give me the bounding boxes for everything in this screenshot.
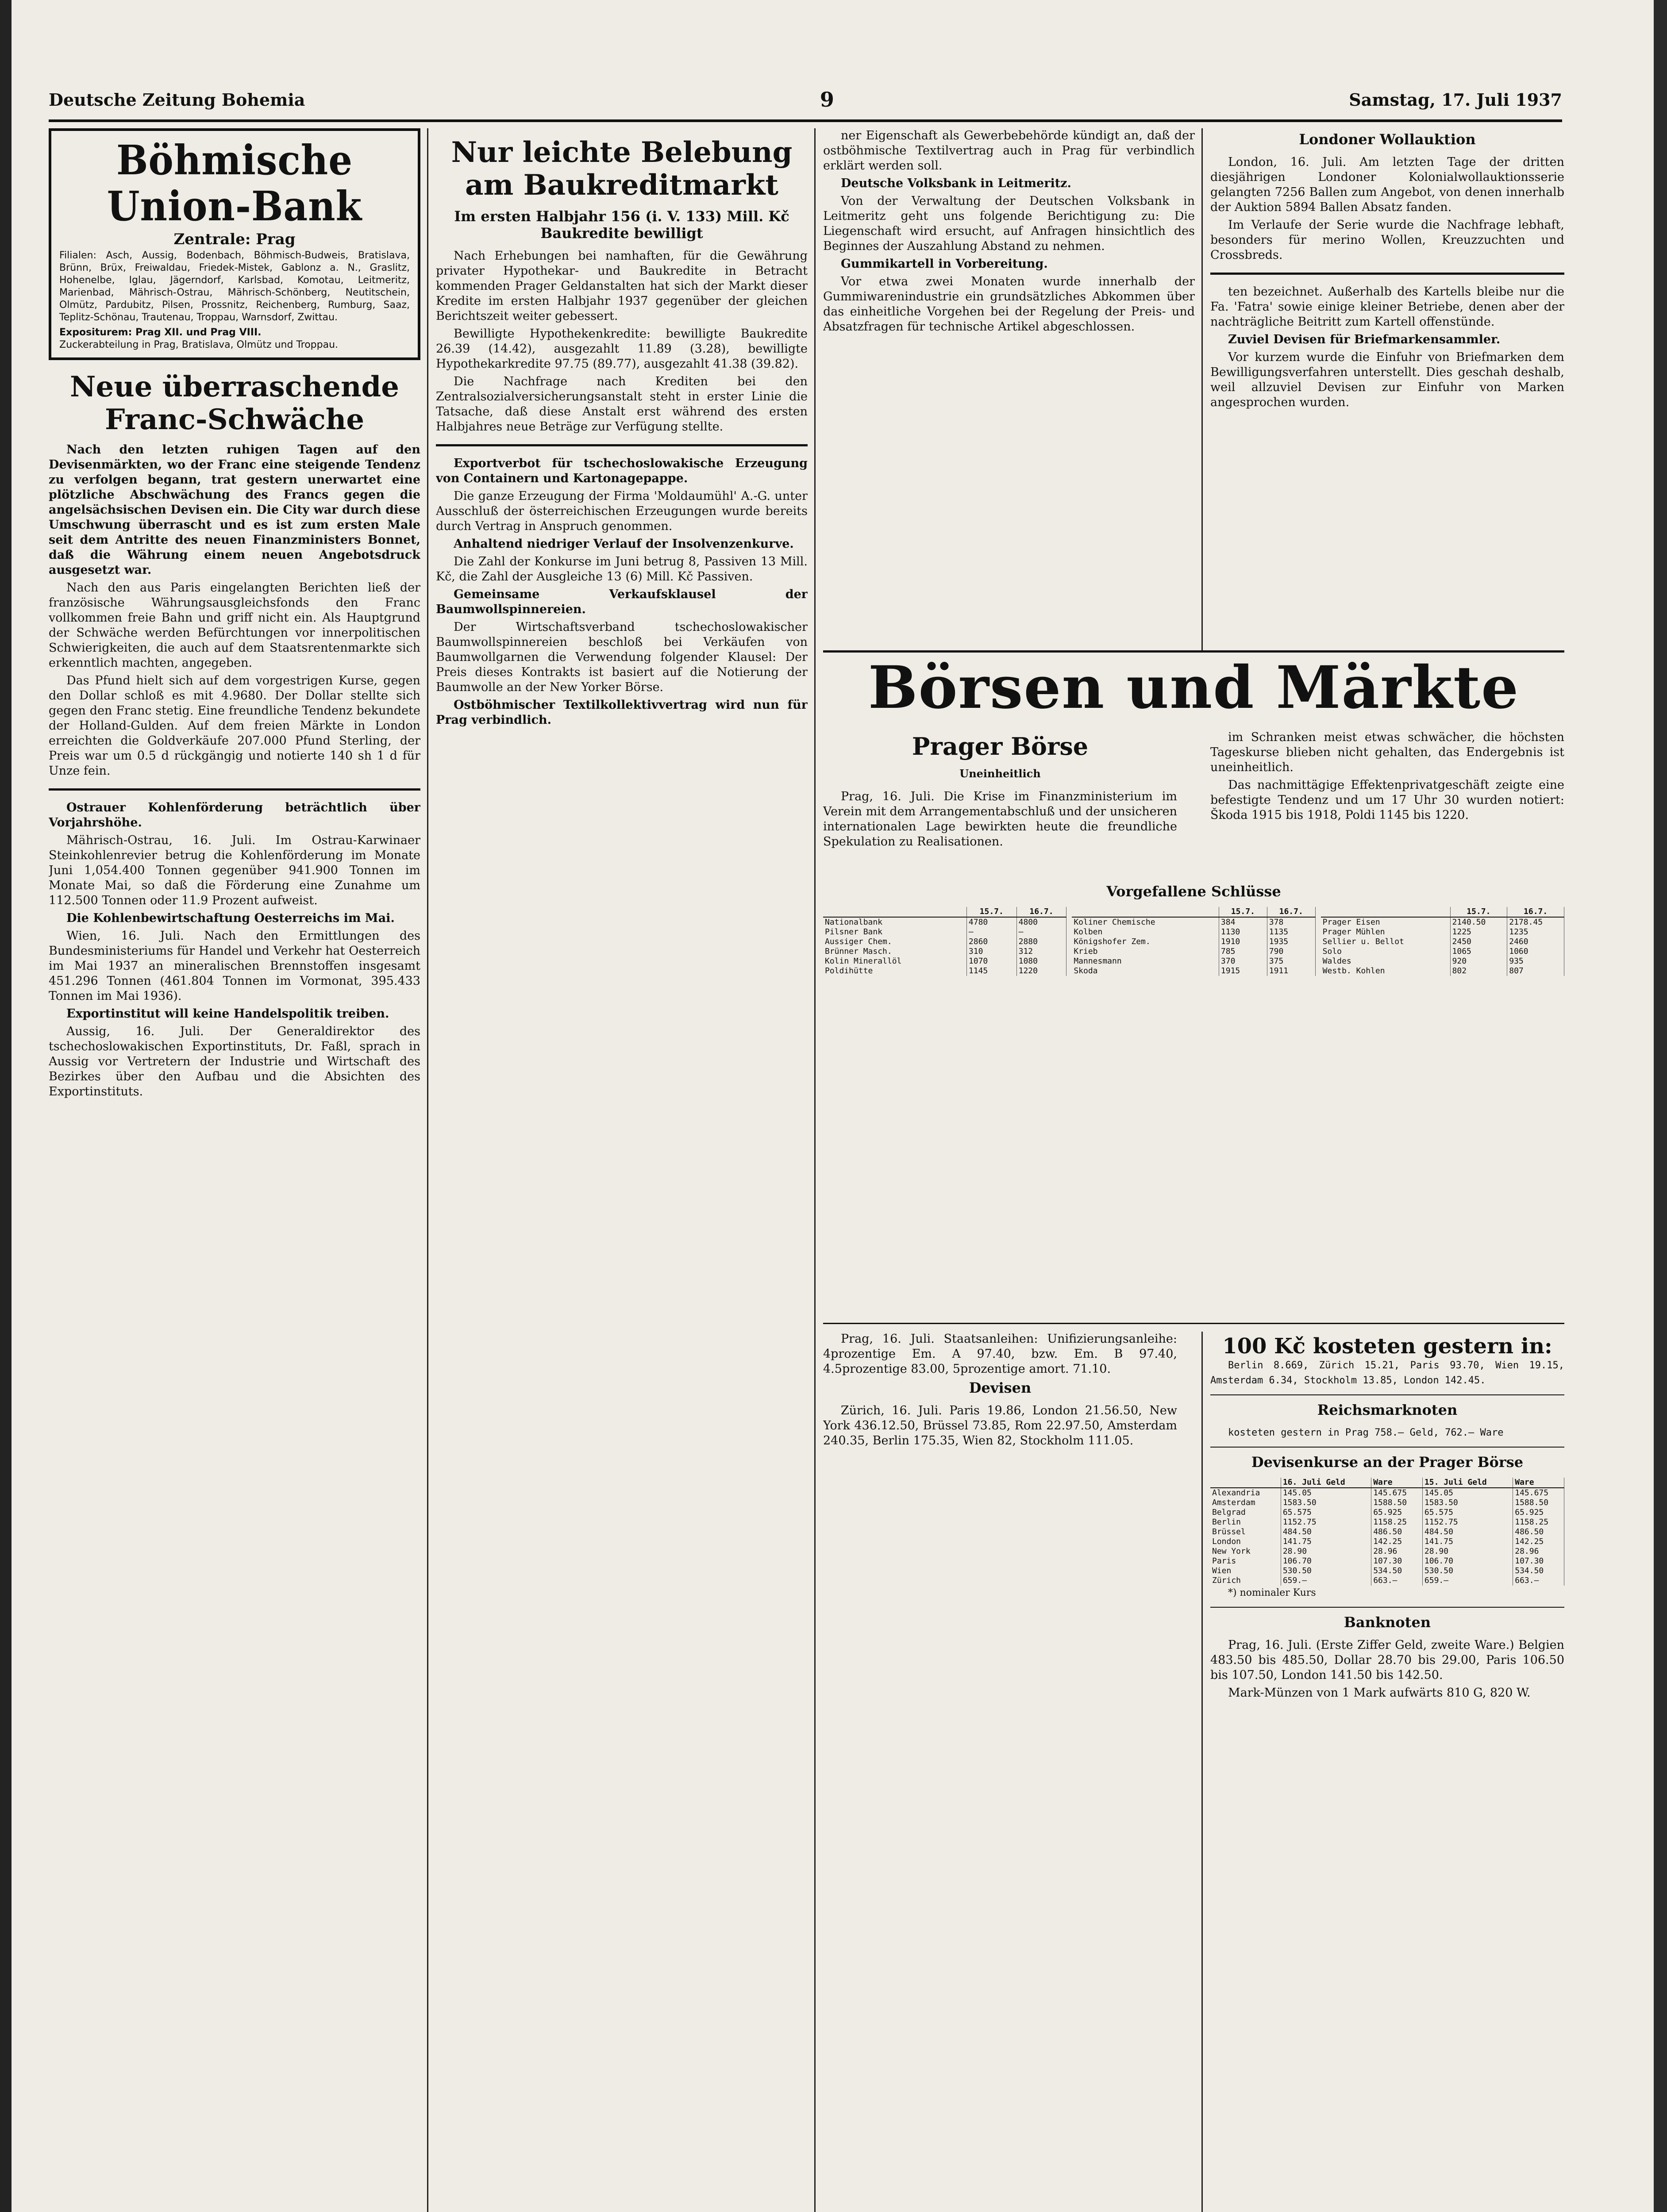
cell: 1583.50 [1281, 1498, 1371, 1508]
cell: 1225 [1450, 927, 1507, 937]
table-row [823, 937, 1066, 947]
cell: 1135 [1267, 927, 1315, 937]
boerse-title: Börsen und Märkte [868, 653, 1520, 722]
cell: 486.50 [1513, 1527, 1564, 1537]
cell: 1583.50 [1422, 1498, 1513, 1508]
ad-exposituren: Expositurem: Prag XII. und Prag VIII. [59, 327, 262, 338]
cell: 370 [1219, 956, 1267, 966]
cell: 1588.50 [1371, 1498, 1423, 1508]
table-row [1072, 927, 1315, 937]
boerse-rule [823, 650, 1564, 653]
table-row [823, 917, 1066, 927]
section-title: Devisen [969, 1379, 1032, 1396]
table-header [823, 907, 966, 917]
cell: Brüssel [1210, 1527, 1281, 1537]
cell: 65.575 [1422, 1508, 1513, 1517]
scan-edge-right [1654, 0, 1667, 2212]
cell: 2178.45 [1507, 917, 1564, 927]
article-paragraph: Im Verlaufe der Serie wurde die Nachfrage lebhaft, besonders für merino Wollen, Kreuzzuchten und Crossbreds. [1210, 218, 1564, 262]
prager-subtitle: Uneinheitlich [959, 767, 1041, 780]
cell: 1158.25 [1513, 1517, 1564, 1527]
article-paragraph: ten bezeichnet. Außerhalb des Kartells bleibe nur die Fa. 'Fatra' sowie einige kleiner Betriebe, denen aber der nachträgliche Beitritt zum Kartell offenstünde. [1210, 285, 1564, 329]
vorgefallene-schluesse [823, 880, 1564, 976]
table-header: Ware [1371, 1478, 1423, 1488]
cell: Westb. Kohlen [1321, 966, 1450, 976]
cell: Paris [1210, 1556, 1281, 1566]
article-paragraph: Wien, 16. Juli. Nach den Ermittlungen des Bundesministeriums für Handel und Verkehr hat Oesterreich im Mai 1937 an mineralischen Brennstoffen insgesamt 451.296 Tonnen (461.804 Tonnen im Vormonat, 395.433 Tonnen im Mai 1936). [49, 929, 420, 1003]
table-row [1321, 966, 1564, 976]
cell: 2140.50 [1450, 917, 1507, 927]
cell: Alexandria [1210, 1488, 1281, 1498]
table-note: *) nominaler Kurs [1228, 1587, 1316, 1598]
table-row [1321, 927, 1564, 937]
cell: — [1016, 927, 1066, 937]
cell: 65.925 [1371, 1508, 1423, 1517]
cell: 1220 [1016, 966, 1066, 976]
section-title: Gemeinsame Verkaufsklausel der Baumwollspinnereien. [436, 588, 808, 616]
table-row [1210, 1547, 1564, 1556]
cell: Koliner Chemische [1072, 917, 1219, 927]
table-row [1072, 917, 1315, 927]
table-row [1210, 1517, 1564, 1527]
ad-kassen: Zuckerabteilung in Prag, Bratislava, Olmütz und Troppau. [59, 339, 339, 350]
cell: 1235 [1507, 927, 1564, 937]
newspaper-name: Deutsche Zeitung Bohemia [49, 89, 305, 110]
cell: Königshofer Zem. [1072, 937, 1219, 947]
cell: 145.675 [1513, 1488, 1564, 1498]
table-header: 16. Juli Geld [1281, 1478, 1371, 1488]
table-row [1210, 1537, 1564, 1547]
scan-edge-left [0, 0, 12, 2212]
cell: Wien [1210, 1566, 1281, 1576]
column-1 [49, 128, 420, 2212]
table-header: Ware [1513, 1478, 1564, 1488]
cell: New York [1210, 1547, 1281, 1556]
cell: 663.— [1371, 1576, 1423, 1586]
article-paragraph: Nach Erhebungen bei namhaften, für die Gewährung privater Hypothekar- und Baukredite in Betracht kommenden Prager Geldanstalten hat sich der Markt dieser Kredite im ersten Halbjahr 1937 gegenüber der gleichen Berichtszeit weiter gebessert. [436, 249, 808, 323]
cell: 486.50 [1371, 1527, 1423, 1537]
column-rule [1201, 1332, 1203, 2212]
cell: 107.30 [1513, 1556, 1564, 1566]
schluesse-table [823, 907, 1564, 976]
article-paragraph: Die Nachfrage nach Krediten bei den Zentralsozialversicherungsanstalt steht in erster Linie die Tatsache, daß diese Anstalt erst während des ersten Halbjahres neue Beträge zur Verfügung stellte. [436, 375, 808, 434]
table-row [823, 956, 1066, 966]
cell: 142.25 [1513, 1537, 1564, 1547]
cost-line: Berlin 8.669, Zürich 15.21, Paris 93.70, Wien 19.15, Amsterdam 6.34, Stockholm 13.85, London 142.45. [1210, 1360, 1564, 1386]
cell: 790 [1267, 947, 1315, 956]
divider [1210, 1447, 1564, 1448]
article-subhead: Im ersten Halbjahr 156 (i. V. 133) Mill. Kč Baukredite bewilligt [454, 208, 789, 242]
ad-central: Zentrale: Prag [173, 230, 296, 248]
cell: 1158.25 [1371, 1517, 1423, 1527]
article-paragraph: Die Zahl der Konkurse im Juni betrug 8, Passiven 13 Mill. Kč, die Zahl der Ausgleiche 13 (6) Mill. Kč Passiven. [436, 555, 808, 584]
cell: 4800 [1016, 917, 1066, 927]
table-header: 16.7. [1507, 907, 1564, 917]
prager-title: Prager Börse [912, 732, 1089, 760]
divider [1210, 273, 1564, 275]
section-title: 100 Kč kosteten gestern in: [1222, 1334, 1552, 1359]
table-block [1321, 907, 1564, 976]
column-rule [427, 128, 428, 2212]
cell: Pilsner Bank [823, 927, 966, 937]
cell: Nationalbank [823, 917, 966, 927]
section-title: Reichsmarknoten [1317, 1402, 1458, 1418]
page-header [49, 80, 1562, 122]
cell: Solo [1321, 947, 1450, 956]
column-rule [814, 128, 816, 2212]
cell: 2450 [1450, 937, 1507, 947]
cell: 659.— [1281, 1576, 1371, 1586]
table-row [1072, 956, 1315, 966]
table-header: 15.7. [1450, 907, 1507, 917]
cell: 384 [1219, 917, 1267, 927]
table-row [1210, 1527, 1564, 1537]
cell: Waldes [1321, 956, 1450, 966]
article-paragraph: ner Eigenschaft als Gewerbebehörde kündigt an, daß der ostböhmische Textilvertrag auch in Prag für verbindlich erklärt werden soll. [823, 129, 1195, 173]
cell: 2460 [1507, 937, 1564, 947]
cell: Berlin [1210, 1517, 1281, 1527]
article-paragraph: Mährisch-Ostrau, 16. Juli. Im Ostrau-Karwinaer Steinkohlenrevier betrug die Kohlenförderung im Monate Juni 1,054.400 Tonnen gegenüber 941.900 Tonnen im Monate Mai, so daß die Förderung eine Zunahme um 112.500 Tonnen oder 11.9 Prozent aufweist. [49, 833, 420, 907]
table-block [823, 907, 1066, 976]
cell: 1130 [1219, 927, 1267, 937]
column-2 [436, 128, 808, 2212]
cell: 1588.50 [1513, 1498, 1564, 1508]
cell: 530.50 [1281, 1566, 1371, 1576]
page-number: 9 [820, 88, 834, 111]
cell: Brünner Masch. [823, 947, 966, 956]
cell: Sellier u. Bellot [1321, 937, 1450, 947]
table-row [823, 927, 1066, 937]
section-title: Anhaltend niedriger Verlauf der Insolvenzenkurve. [454, 537, 794, 551]
article-paragraph: London, 16. Juli. Am letzten Tage der dritten diesjährigen Londoner Kolonialwollauktionsserie gelangten 7256 Ballen zum Angebot, von denen innerhalb der Auktion 5894 Ballen Absatz fanden. [1210, 155, 1564, 214]
column-3 [823, 128, 1195, 637]
cell: Poldihütte [823, 966, 966, 976]
article-paragraph: Der Wirtschaftsverband tschechoslowakischer Baumwollspinnereien beschloß bei Verkäufen von Baumwollgarnen die Verwendung folgender Klausel: Der Preis dieses Kontrakts ist basiert auf die Notierung der Baumwolle an der New Yorker Börse. [436, 620, 808, 694]
table-row [1072, 947, 1315, 956]
cell: 312 [1016, 947, 1066, 956]
article-headline: Nur leichte Belebung am Baukreditmarkt [451, 136, 793, 202]
cell: 802 [1450, 966, 1507, 976]
cell: 659.— [1422, 1576, 1513, 1586]
divider [1210, 1394, 1564, 1395]
table-row [1321, 947, 1564, 956]
cell: 65.575 [1281, 1508, 1371, 1517]
table-row [1210, 1508, 1564, 1517]
cell: 1911 [1267, 966, 1315, 976]
table-row [1210, 1556, 1564, 1566]
reichsmark-line: kosteten gestern in Prag 758.— Geld, 762.— Ware [1228, 1427, 1504, 1438]
article-paragraph: Das nachmittägige Effektenprivatgeschäft zeigte eine befestigte Tendenz und um 17 Uhr 30 wurden notiert: Škoda 1915 bis 1918, Poldi 1145 bis 1220. [1210, 778, 1564, 822]
cell: 1145 [966, 966, 1016, 976]
divider [1210, 1607, 1564, 1608]
boerse-lower-left [823, 1332, 1177, 2212]
article-paragraph: Prag, 16. Juli. Die Krise im Finanzministerium im Verein mit dem Arrangementabschluß und der unsicheren internationalen Lage bewirkten heute die freundliche Spekulation zu Realisationen. [823, 790, 1177, 849]
cell: 28.96 [1513, 1547, 1564, 1556]
cell: 807 [1507, 966, 1564, 976]
table-row [1210, 1576, 1564, 1586]
cell: 28.90 [1281, 1547, 1371, 1556]
table-row [1210, 1498, 1564, 1508]
section-title: Zuviel Devisen für Briefmarkensammler. [1228, 333, 1501, 346]
cell: 534.50 [1513, 1566, 1564, 1576]
section-title: Deutsche Volksbank in Leitmeritz. [841, 177, 1071, 190]
cell: 1070 [966, 956, 1016, 966]
cell: 530.50 [1422, 1566, 1513, 1576]
table-row [1321, 937, 1564, 947]
cell: 141.75 [1281, 1537, 1371, 1547]
cell: 375 [1267, 956, 1315, 966]
section-title: Ostrauer Kohlenförderung beträchtlich über Vorjahrshöhe. [49, 801, 420, 830]
table-header [1072, 907, 1219, 917]
divider [436, 444, 808, 446]
cell: 107.30 [1371, 1556, 1423, 1566]
cell: 145.05 [1281, 1488, 1371, 1498]
cell: 1910 [1219, 937, 1267, 947]
article-paragraph: Nach den aus Paris eingelangten Berichten ließ der französische Währungsausgleichsfonds den Franc vollkommen freie Bahn und griff nicht ein. Als Hauptgrund der Schwäche werden Befürchtungen vor innerpolitischen Schwierigkeiten, die auch auf dem Staatsrentenmarkte sich erkenntlich machten, angegeben. [49, 581, 420, 670]
table-header [1321, 907, 1450, 917]
section-title: Exportverbot für tschechoslowakische Erzeugung von Containern und Kartonagepappe. [436, 457, 808, 485]
cell: 484.50 [1281, 1527, 1371, 1537]
cell: 28.90 [1422, 1547, 1513, 1556]
table-row [1321, 956, 1564, 966]
cell: 1152.75 [1422, 1517, 1513, 1527]
cell: 1915 [1219, 966, 1267, 976]
table-row [823, 966, 1066, 976]
section-title: Banknoten [1344, 1614, 1431, 1631]
devisenkurse-table [1210, 1478, 1564, 1586]
cell: 4780 [966, 917, 1016, 927]
table-row [1210, 1488, 1564, 1498]
section-title: Gummikartell in Vorbereitung. [841, 257, 1048, 271]
cell: 106.70 [1281, 1556, 1371, 1566]
ad-brand: Böhmische Union-Bank [107, 136, 362, 230]
cell: 1060 [1507, 947, 1564, 956]
table-header: 16.7. [1016, 907, 1066, 917]
table-row [1072, 966, 1315, 976]
cell: 920 [1450, 956, 1507, 966]
cell: 378 [1267, 917, 1315, 927]
cell: 1152.75 [1281, 1517, 1371, 1527]
prager-boerse [823, 730, 1177, 872]
cell: Aussiger Chem. [823, 937, 966, 947]
cell: — [966, 927, 1016, 937]
ad-branches: Filialen: Asch, Aussig, Bodenbach, Böhmisch-Budweis, Bratislava, Brünn, Brüx, Freiwaldau, Friedek-Mistek, Gablonz a. N., Graslitz, Hohenelbe, Iglau, Jägerndorf, Karlsbad, Komotau, Leitmeritz, Marienbad, Mährisch-Ostrau, Mährisch-Schönberg, Neutitschein, Olmütz, Pardubitz, Pilsen, Prossnitz, Reichenberg, Rumburg, Saaz, Teplitz-Schönau, Trautenau, Troppau, Warnsdorf, Zwittau. [59, 250, 410, 323]
cell: 935 [1507, 956, 1564, 966]
article-paragraph: Prag, 16. Juli. Staatsanleihen: Unifizierungsanleihe: 4prozentige Em. A 97.40, bzw. Em. B 97.40, 4.5prozentige 83.00, 5prozentige amort. 71.10. [823, 1332, 1177, 1376]
table-title: Vorgefallene Schlüsse [1106, 883, 1281, 900]
section-title: Exportinstitut will keine Handelspolitik treiben. [66, 1007, 389, 1021]
article-paragraph: Zürich, 16. Juli. Paris 19.86, London 21.56.50, New York 436.12.50, Brüssel 73.85, Rom 22.97.50, Amsterdam 240.35, Berlin 175.35, Wien 82, Stockholm 111.05. [823, 1404, 1177, 1448]
table-header [1210, 1478, 1281, 1488]
cell: Prager Mühlen [1321, 927, 1450, 937]
cell: Belgrad [1210, 1508, 1281, 1517]
cell: Prager Eisen [1321, 917, 1450, 927]
table-header: 15.7. [1219, 907, 1267, 917]
cell: 484.50 [1422, 1527, 1513, 1537]
cell: Mannesmann [1072, 956, 1219, 966]
section-title: Londoner Wollauktion [1299, 131, 1476, 148]
article-headline: Neue überraschende Franc-Schwäche [70, 370, 399, 436]
section-title: Devisenkurse an der Prager Börse [1251, 1454, 1524, 1471]
cell: 785 [1219, 947, 1267, 956]
boerse-lower-right [1210, 1332, 1564, 2212]
cell: Zürich [1210, 1576, 1281, 1586]
article-paragraph: Die ganze Erzeugung der Firma 'Moldaumühl' A.-G. unter Ausschluß der österreichischen Erzeugungen wurde bereits durch Vertrag in Anspruch genommen. [436, 489, 808, 533]
cell: 145.675 [1371, 1488, 1423, 1498]
cell: 1080 [1016, 956, 1066, 966]
section-title: Ostböhmischer Textilkollektivvertrag wird nun für Prag verbindlich. [436, 698, 808, 727]
cell: 534.50 [1371, 1566, 1423, 1576]
cell: 310 [966, 947, 1016, 956]
issue-date: Samstag, 17. Juli 1937 [1349, 89, 1562, 110]
cell: 1935 [1267, 937, 1315, 947]
table-row [823, 947, 1066, 956]
cell: Skoda [1072, 966, 1219, 976]
article-paragraph: Vor kurzem wurde die Einfuhr von Briefmarken dem Bewilligungsverfahren unterstellt. Dies geschah deshalb, weil allzuviel Devisen zur Einfuhr von Marken angesprochen wurden. [1210, 350, 1564, 409]
cell: 142.25 [1371, 1537, 1423, 1547]
article-paragraph: Von der Verwaltung der Deutschen Volksbank in Leitmeritz geht uns folgende Berichtigung zu: Die Liegenschaft wird ersucht, auf Anfragen hinsichtlich des Beginnes der Auszahlung Abstand zu nehmen. [823, 194, 1195, 253]
cell: 1065 [1450, 947, 1507, 956]
article-paragraph: Mark-Münzen von 1 Mark aufwärts 810 G, 820 W. [1228, 1686, 1531, 1700]
column-rule [1201, 128, 1203, 650]
cell: Krieb [1072, 947, 1219, 956]
cell: Amsterdam [1210, 1498, 1281, 1508]
divider [49, 788, 420, 791]
cell: 106.70 [1422, 1556, 1513, 1566]
article-paragraph: Bewilligte Hypothekenkredite: bewilligte Baukredite 26.39 (14.42), ausgezahlt 11.89 (3.28), bewilligte Hypothekarkredite 97.75 (89.77), ausgezahlt 41.38 (39.82). [436, 327, 808, 371]
table-row [1210, 1566, 1564, 1576]
table-row [1321, 917, 1564, 927]
cell: 2860 [966, 937, 1016, 947]
article-paragraph: Aussig, 16. Juli. Der Generaldirektor des tschechoslowakischen Exportinstituts, Dr. Faßl, sprach in Aussig vor Vertretern der Industrie und Wirtschaft des Bezirkes über den Aufbau und die Absichten des Exportinstituts. [49, 1025, 420, 1098]
section-title: Die Kohlenbewirtschaftung Oesterreichs im Mai. [66, 911, 395, 925]
boerse-right [1210, 730, 1564, 872]
cell: Kolin Minerallöl [823, 956, 966, 966]
cell: London [1210, 1537, 1281, 1547]
article-paragraph: Das Pfund hielt sich auf dem vorgestrigen Kurse, gegen den Dollar schloß es mit 4.9680. Der Dollar stellte sich gegen den Franc stetig. Eine freundliche Tendenz bekundete der Holland-Gulden. Auf dem freien Märkte in London erreichten die Goldverkäufe 207.000 Pfund Sterling, der Preis war um 0.5 d rückgängig und notierte 140 sh 1 d für Unze fein. [49, 674, 420, 778]
cell: 145.05 [1422, 1488, 1513, 1498]
cell: 65.925 [1513, 1508, 1564, 1517]
article-paragraph: Prag, 16. Juli. (Erste Ziffer Geld, zweite Ware.) Belgien 483.50 bis 485.50, Dollar 28.70 bis 29.00, Paris 106.50 bis 107.50, London 141.50 bis 142.50. [1210, 1638, 1564, 1682]
table-header: 16.7. [1267, 907, 1315, 917]
bank-advertisement [49, 128, 420, 360]
article-paragraph: Vor etwa zwei Monaten wurde innerhalb der Gummiwarenindustrie ein grundsätzliches Abkommen über das einheitliche Vorgehen bei der Regelung der Preis- und Absatzfragen für technische Artikel abgeschlossen. [823, 275, 1195, 334]
cell: Kolben [1072, 927, 1219, 937]
cell: 663.— [1513, 1576, 1564, 1586]
table-header: 15.7. [966, 907, 1016, 917]
cell: 2880 [1016, 937, 1066, 947]
table-row [1072, 937, 1315, 947]
column-4 [1210, 128, 1564, 650]
cell: 28.96 [1371, 1547, 1423, 1556]
cell: 141.75 [1422, 1537, 1513, 1547]
article-lead: Nach den letzten ruhigen Tagen auf den Devisenmärkten, wo der Franc eine steigende Tendenz zu verfolgen begann, trat gestern unerwartet eine plötzliche Abschwächung des Francs gegen die angelsächsischen Devisen ein. Die City war durch diese Umschwung überrascht und es ist zum ersten Male seit dem Antritte des neuen Finanzministers Bonnet, daß die Währung einem neuen Angebotsdruck ausgesetzt war. [49, 443, 420, 577]
table-block [1072, 907, 1315, 976]
table-header: 15. Juli Geld [1422, 1478, 1513, 1488]
divider [823, 1323, 1564, 1324]
article-paragraph: im Schranken meist etwas schwächer, die höchsten Tageskurse blieben nicht gehalten, das Endergebnis ist uneinheitlich. [1210, 730, 1564, 774]
